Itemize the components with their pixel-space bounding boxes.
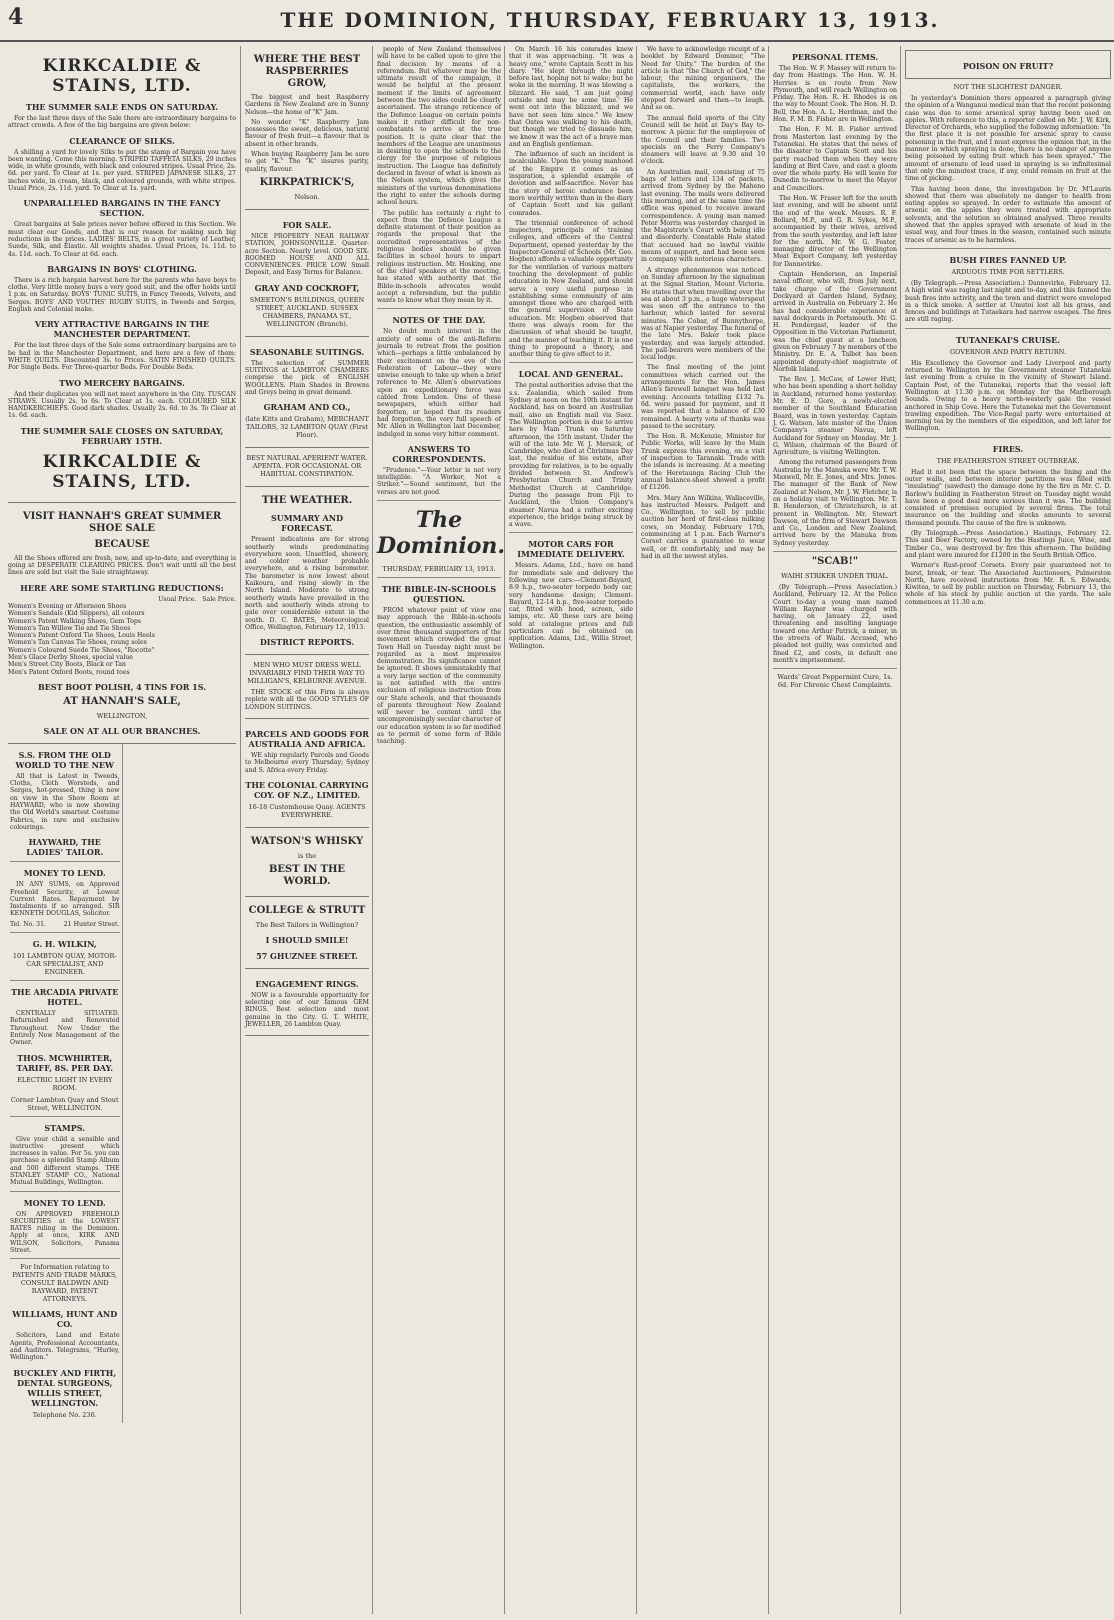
parcels-text: WE ship regularly Parcels and Goods to Melbourne every Thursday; Sydney and S. Africa every Friday. — [245, 751, 369, 774]
column-7 — [900, 46, 1114, 1614]
local-general-heading: LOCAL AND GENERAL. — [518, 369, 624, 380]
watson-line2: is the — [297, 851, 317, 860]
for-sale-heading: FOR SALE. — [282, 219, 332, 230]
shoe-item: Men's Street City Boots, Black or Tan — [8, 661, 126, 669]
fancy-text: Great bargains at Sale prices never before offered in this Section. We must clear our Goods, and that is our reason for making such big reductions in the prices. LADIES' BELTS, in a great variety of Leather, Suede, Silk, and Elastic. All weights shades. Usual Prices, 1s. 11d. to 4s. 11d. each. To Clear at 6d. each. — [8, 221, 236, 258]
small-ads-grid — [8, 744, 236, 1423]
hannah-because: BECAUSE — [94, 538, 150, 550]
poison-subheading: NOT THE SLIGHTEST DANGER. — [953, 83, 1063, 91]
fires-subheading: THE FEATHERSTON STREET OUTBREAK. — [936, 456, 1080, 465]
apenta-ad — [245, 448, 369, 487]
money2-text: ON APPROVED FREEHOLD SECURITIES at the LOWEST RATES ruling in the Dominion. Apply at once, KIRK AND WILSON, Solicitors, Panama Street. — [10, 1210, 120, 1255]
fires-heading: FIRES. — [992, 443, 1024, 454]
weather-text: Present indications are for strong southerly winds predominating everywhere soon. Unsettled, showery, and colder weather probable everywhere, and a rising barometer. The barometer is now lowest about Kaikoura, and rising slowly in the North Island. Moderate to strong southerly winds have prevailed in the north and southerly winds strong to gale over considerable extent in the south. D. C. BATES, Meteorological Office, Wellington, February 12, 1913. — [245, 536, 369, 631]
column-advertisements-left — [4, 46, 240, 1614]
small-ads-left — [8, 744, 122, 1423]
poison-text: This having been done, the investigation by Dr. M'Laurin showed that there was absolutely no danger to health from eating apples so sprayed. In order to estimate the amount of arsenic on the apples they were treated with appropriate solvents, and the solution so obtained analysed. Three results showed that the apples sprayed with arsenate of lead in the usual way, and four times in the season, contained such minute traces of arsenic as to be harmless. — [905, 185, 1111, 244]
kirkpatrick-nelson: Nelson. — [294, 192, 320, 201]
newspaper-title: THE DOMINION, THURSDAY, FEBRUARY 13, 1913. — [280, 8, 940, 32]
scab-subheading: WAIHI STRIKER UNDER TRIAL. — [781, 572, 889, 580]
personal-text: The Rev. J. McCaw, of Lower Hutt, who has been spending a short holiday in Auckland, returned home yesterday. Mr. E. D. Gore, a newly-elected member of the Southland Education Board, was in town yesterday. Captain J. G. Watson, late master of the Union Company's steamer Navua, left Auckland for Sydney on Monday. Mr. J. G. Wilson, chairman of the Board of Agriculture, is visiting Wellington. — [773, 376, 897, 457]
summer-sale-heading: THE SUMMER SALE ENDS ON SATURDAY. — [25, 102, 219, 112]
engagement-ad — [245, 969, 369, 1036]
ghuznee: 57 GHUZNEE STREET. — [256, 950, 358, 961]
silk-text: A shilling a yard for lovely Silks to put the stamp of Bargain you have been wanting. Come this morning. STRIPED TAFFETA SILKS, 29 inches wide, in white grounds, with black and coloured stripes. Usual Price, 2s. 6d. per yard. To Clear at 1s. per yard. STRIPED JAPANESE SILKS, 27 inches wide, in cream, black, and coloured grounds, with white stripes. Usual Price, 2s. 11d. yard. To Clear at 1s. yard. — [8, 148, 236, 193]
all-branches: SALE ON AT ALL OUR BRANCHES. — [43, 725, 201, 736]
personal-text: Among the returned passengers from Australia by the Manuka were Mr. T. W. Maxwell, Mr. E. Jones, and Mrs. Jones. The manager of the Bank of New Zealand at Nelson, Mr. J. W. Fletcher, is on a holiday visit to Wellington. Mr. T. B. Henderson, of Christchurch, is at present in Wellington. Mr. Stewart Dawson, of the firm of Stewart Dawson and Co., London and New Zealand, arrived here by the Manuka from Sydney yesterday. — [773, 459, 897, 547]
scab-text: (By Telegraph.—Press Association.) Auckland, February 12. At the Police Court to-day a young man named William Rayner was charged with having, on January 22, used threatening and insulting language toward one Arthur Patrick, a miner, in the streets of Waihi. Accused, who pleaded not guilty, was convicted and fined £2, and costs, in default one month's imprisonment. — [773, 584, 897, 664]
watson-line3: BEST IN THE WORLD. — [268, 863, 346, 887]
sale-closes: THE SUMMER SALE CLOSES ON SATURDAY, FEBRUARY 15TH. — [20, 425, 224, 446]
stamps-text: Give your child a sensible and instructive present which increases in value. For 5s. you can purchase a splendid Stamp Album and 500 different stamps. THE STANLEY STAMP CO., National Mutual Buildings, Wellington. — [10, 1135, 120, 1187]
poison-heading-box — [905, 50, 1111, 79]
article-text: The Hon. R. McKenzie, Minister for Public Works, will leave by the Main Trunk express this evening, on a visit of inspection to Taranaki. Trade with the islands is increasing. At a meeting of the Heretaunga Racing Club the annual balance-sheet showed a profit of £1206. — [641, 433, 765, 492]
mercery-text: And their duplicates you will not meet anywhere in the City. TUSCAN STRAWS. Usually 2s. to 6s. To Clear at 1s. each. COLOURED SILK HANDKERCHIEFS. Good dark shades. Usually 2s. 6d. to 3s. To Clear at 1s. 6d. each. — [8, 390, 236, 420]
article-text: Mrs. Mary Ann Wilkins, Wallaceville, has instructed Messrs. Padgett and Co., Wellington, to sell by public auction her herd of first-class milking cows, on Monday, February 17th, commencing at 1 p.m. Each Warner's Corset carries a guarantee to wear well, or fit comfortably, and may be had in all the newest styles. — [641, 494, 765, 560]
milligan-text: THE STOCK of this Firm is always replete with all the GOOD STYLES OF LONDON SUITINGS. — [245, 689, 369, 711]
shoe-item: Men's Patent Oxford Boots, round toes — [8, 668, 130, 676]
fires-text: (By Telegraph.—Press Association.) Hastings, February 12. This and Beer Factory, owned by the Hastings Juice, Wine, and Timber Co., was destroyed by fire this afternoon. The building and plant were insured for £1200 in the South British Office. — [905, 530, 1111, 559]
article-text: The annual field sports of the City Council will be held at Day's Bay to-morrow. A picnic for the employees of the Council and their families. Two specials on the Ferry Company's steamers will leave at 9.30 and 10 o'clock. — [641, 114, 765, 166]
mercery-heading: TWO MERCERY BARGAINS. — [59, 377, 185, 388]
masthead — [0, 0, 1114, 42]
ss-text: All that is Latest in Tweeds, Cloths, Cloth Worsteds, and Serges, hot-pressed, thing is now on view in the Show Room at HAYWARD, who is now showing the Old World's smartest Costume Fabrics, in rare and exclusive colourings. — [10, 772, 120, 831]
boot-polish: BEST BOOT POLISH, 4 TINS FOR 1S. — [37, 681, 207, 692]
article-text: The triennial conference of school inspectors, principals of training colleges, and officers of the Central Department, opened yesterday by the Inspector-General of Schools (Mr. Geo. Hogben) affords a valuable opportunity for the ventilation of various matters touching the development of public education in New Zealand, and should serve a very useful purpose in establishing some community of aim amongst those who are charged with the general supervision of State education. Mr. Hogben observed that there was always room for the discussion of what should be taught, and the manner of teaching it. It is one thing to propound a theory, and another thing to give effect to it. — [509, 219, 633, 359]
clearance-heading: CLEARANCE OF SILKS. — [69, 135, 175, 146]
engagement-heading: ENGAGEMENT RINGS. — [255, 978, 359, 989]
article-text: The influence of such an incident is incalculable. Upon the young manhood of the Empire it comes as an inspiration, a splendid example of devotion and self-sacrifice. Never has the story of heroic endurance been more worthily written than in the diary of Captain Scott and his gallant comrades. — [509, 151, 633, 217]
article-text: people of New Zealand themselves will have to be called upon to give the final decision by means of a referendum. But whatever may be the ultimate result of the campaign, it would be helpful at the present moment if the limits of agreement between the two sides could be clearly ascertained. The strange reticence of the Defence League on certain points makes it rather difficult for non-combatants to arrive at the true position. It is quite clear that the members of the League are unanimous in desiring to open the schools to the clergy for the purpose of religious instruction. The League has definitely declared in favour of what is known as the Nelson system, which gives the ministers of the various denominations the right to enter the schools during school hours. — [377, 46, 501, 207]
money-lend-heading: MONEY TO LEND. — [23, 868, 106, 879]
college-text: The Best Tailors in Wellington? — [255, 920, 359, 929]
money-text: IN ANY SUMS, on Approved Freehold Security, at Lowest Current Rates. Repayment by Instalments if so arranged. SIR KENNETH DOUGLAS, Solicitor. — [10, 881, 120, 918]
personal-text: Captain Henderson, an Imperial naval officer, who will, from July next, take charge of the Government Dockyard at Garden Island, Sydney, arrived in Australia on February 2. He has had considerable experience at naval dockyards in Portsmouth. Mr. G. H. Pendergast, leader of the Opposition in the Victorian Parliament, was the chief guest at a luncheon given on February 7 by members of the Ministry. Dr. E. A. Talbot has been appointed deputy-chief magistrate of Norfolk Island. — [773, 271, 897, 373]
arcadia-text: CENTRALLY SITUATED. Refurnished and Renovated Throughout. New Under the Entirely New Management of the Owner. — [10, 1010, 120, 1047]
engagement-text: NOW is a favourable opportunity for selecting one of our famous GEM RINGS. Best selection and most genuine in the City. G. T. WHITE, JEWELLER, 26 Lambton Quay. — [245, 991, 369, 1029]
raspberry-ad — [245, 46, 369, 210]
hannah-ad — [8, 503, 236, 744]
williams-heading: WILLIAMS, HUNT AND CO. — [12, 1309, 118, 1330]
parcels-heading: PARCELS AND GOODS FOR AUSTRALIA AND AFRICA. — [245, 728, 369, 749]
gray-text: SMEETON'S BUILDINGS, QUEEN STREET, AUCKLAND. SUSSEX CHAMBERS, PANAMA ST., WELLINGTON (Branch). — [249, 295, 365, 328]
hannah-title: VISIT HANNAH'S GREAT SUMMER SHOE SALE — [22, 510, 222, 534]
should-smile: I SHOULD SMILE! — [265, 934, 349, 945]
graham-text: (late Kitts and Graham), MERCHANT TAILORS, 32 LAMBTON QUAY (First Floor). — [245, 415, 369, 440]
gray-heading: GRAY AND COCKROFT, — [254, 282, 360, 293]
arcadia-address: Corner Lambton Quay and Stout Street, WELLINGTON. — [10, 1095, 119, 1112]
suitings-ad — [245, 337, 369, 448]
buckley-heading: BUCKLEY AND FIRTH, DENTAL SURGEONS, WILLIS STREET, WELLINGTON. — [13, 1367, 117, 1408]
article-text: The public has certainly a right to expect from the Defence League a definite statement of their position as regards the proposal that the accredited representatives of the religious bodies should be given facilities in school hours to impart religious instruction. Mr. Hosking, one of the chief speakers at the meeting, has stated with authority that the Bible-in-schools advocates would accept a referendum, but the public wants to know what they mean by it. — [377, 209, 501, 305]
answers-heading: ANSWERS TO CORRESPONDENTS. — [392, 443, 486, 464]
at-hannahs: AT HANNAH'S SALE, — [63, 695, 181, 707]
kirkpatrick-heading: KIRKPATRICK'S, — [259, 176, 355, 188]
manchester-text: For the last three days of the Sale some extraordinary bargains are to be had in the Manchester Department, and here are a few of them: WHITE QUILTS. Discounted 3s. to Prices. SATIN FINISHED QUILTS. For Single Beds. For Three-quarter Beds. For Double Beds. — [8, 342, 236, 372]
kirkcaldie-title: KIRKCALDIE & STAINS, LTD. — [42, 56, 202, 96]
milligan-heading: MEN WHO MUST DRESS WELL INVARIABLY FIND THEIR WAY TO MILLIGAN'S, KELBURNE AVENUE. — [247, 661, 367, 686]
motor-heading: MOTOR CARS FOR IMMEDIATE DELIVERY. — [517, 539, 625, 560]
bush-fires-text: (By Telegraph.—Press Association.) Dannevirke, February 12. A high wind was raging last night and to-day, and this fanned the bush fires into activity, and the town and district were enveloped in a thick smoke. A settler at Umutoi lost all his grass, and fences and buildings at Tutaekara had narrow escapes. The fires are still raging. — [905, 279, 1111, 324]
motor-text: Messrs. Adams, Ltd., have on hand for immediate sale and delivery the following new cars:—Clement-Bayard, 8-9 h.p., two-seater torpedo body car, very handsome design; Clement-Bayard, 12-14 h.p., five-seater torpedo car, fitted with hood, screen, side lamps, etc. All these cars are being sold at catalogue prices and full particulars can be obtained on application. Adams, Ltd., Willis Street, Wellington. — [509, 562, 633, 650]
kirkcaldie-title-footer: KIRKCALDIE & STAINS, LTD. — [42, 451, 202, 492]
bible-heading: THE BIBLE-IN-SCHOOLS QUESTION. — [381, 584, 497, 605]
parcels-ad — [245, 719, 369, 828]
article-text: The final meeting of the joint committees which carried out the arrangements for the Hon. James Allen's farewell banquet was held last evening. Accounts totalling £132 7s. 6d. were passed for payment, and it was reported that a balance of £30 remained. A hearty vote of thanks was passed to the secretary. — [641, 364, 765, 430]
article-text: An Australian mail, consisting of 75 bags of letters and 134 of packets, arrived from Sydney by the Maheno last evening. The mails were delivered this morning, and at the same time the office was opened to receive inward correspondence. A young man named Peter Morris was yesterday charged in the Magistrate's Court with being idle and disorderly. Constable Hale stated that accused had no lawful visible means of support, and had been seen in company with notorious characters. — [641, 168, 765, 264]
column-4 — [504, 46, 637, 1614]
electric-light: ELECTRIC LIGHT IN EVERY ROOM. — [17, 1075, 113, 1092]
weather-section — [245, 487, 369, 655]
for-sale-text: NICE PROPERTY NEAR RAILWAY STATION, JOHNSONVILLE. Quarter-acre Section. Nearly level. GOOD SIX-ROOMED HOUSE AND ALL CONVENIENCES. PRICE LOW. Small Deposit, and Easy Terms for Balance. — [245, 232, 369, 277]
shoe-item: Women's Patent Walking Shoes, Gem Tops — [8, 617, 141, 625]
money-address: 21 Hunter Street. — [63, 920, 120, 928]
dominion-logo: The Dominion. — [377, 507, 505, 560]
fires-text: Had it not been that the space between the lining and the outer walls, and between interior partitions was filled with "insulating" (sawdust) the damage done by the fire in Mr. C. D. Barlow's building in Featherston Street on Tuesday night would have been a good deal more serious than it was. The building consisted of premises occupied by several firms. The total insurance on the building and stocks amounts to several thousand pounds. The cause of the fire is unknown. — [905, 468, 1111, 527]
graham-heading: GRAHAM AND CO., — [263, 402, 351, 413]
small-ads-right — [122, 744, 237, 1423]
apenta-text: BEST NATURAL APERIENT WATER. APENTA. FOR OCCASIONAL OR HABITUAL CONSTIPATION. — [246, 454, 368, 479]
bush-fires-subheading: ARDUOUS TIME FOR SETTLERS. — [951, 267, 1065, 276]
tutanekai-text: His Excellency the Governor and Lady Liverpool and party returned to Wellington by the Government steamer Tutanekai last evening from a cruise in the vicinity of Stewart Island. Captain Post, of the Tutanekai, reports that the vessel left Wellington at 11.30 p.m. on Monday for the Marlborough Sounds. Owing to a heavy north-westerly gale the vessel anchored in Ship Cove. Here the Tutanekai met the Government trawling expedition. The Vice-Regal party were entertained at morning tea by the members of the expedition, and left later for Wellington. — [905, 359, 1111, 433]
stamps-heading: STAMPS. — [44, 1122, 86, 1133]
college-ad — [245, 897, 369, 969]
wilkin-heading: G. H. WILKIN, — [32, 939, 97, 950]
tutanekai-heading: TUTANEKAI'S CRUISE. — [955, 334, 1061, 345]
shoe-item: Women's Tan Willow Tie and Tie Shoes — [8, 624, 131, 632]
money2-heading: MONEY TO LEND. — [23, 1197, 106, 1208]
article-text: On March 16 his comrades knew that it was approaching. "It was a heavy one," wrote Captain Scott in his diary. "He slept through the night before last, hoping not to wake; but he woke in the morning. It was blowing a blizzard. He said, 'I am just going outside and may be some time.' He went out into the blizzard, and we have not seen him since." We knew that Oates was walking to his death, but though we tried to dissuade him, we knew it was the act of a brave man and an English gentleman. — [509, 46, 633, 148]
williams-text: Solicitors, Land and Estate Agents, Professional Accountants, and Auditors. Telegrams, "Hurley, Wellington." — [10, 1332, 120, 1362]
raspberry-p3: When buying Raspberry Jam be sure to get "K." The "K" insures purity, quality, flavour. — [245, 151, 369, 173]
poison-text: In yesterday's Dominion there appeared a paragraph giving the opinion of a Wanganui medical man that the recent poisoning case was due to some arsenical spray having been used on apples. With reference to this, a reporter called on Mr. J. W. Kirk, Director of Orchards, who supplied the following information: "In the first place it is not possible for arsenic spray to cause poisoning in the fruit, and I must express the opinion that, in the manner in which spraying is done, there is no danger of anyone being poisoned by eating fruit which has been sprayed." The amount of arsenate of lead used in spraying is so infinitesimal that only the minutest trace, if any, could remain on fruit at the time of picking. — [905, 95, 1111, 183]
personal-text: The Hon. F. M. B. Fisher arrived from Masterton last evening by the Tutanekai. He states that the news of the disaster to Captain Scott and his party reached them when they were landing at Bird Cave, and cast a gloom over the whole party. He will leave for Dunedin to-morrow to meet the Mayor and Councillors. — [773, 126, 897, 192]
column-2 — [240, 46, 373, 1614]
notes-text: No doubt much interest in the anxiety of some of the anti-Reform journals to retreat from the position which—perhaps a little unbalanced by their excitement on the eve of the Federation of Labour—they were unwise enough to take up when a brief reference to Mr. Allen's observations upon an expeditionary force was cabled from London. One of these newspapers, which either had forgotten, or hoped that its readers had forgotten, the very full speech of Mr. Allen in Wellington last December, indulged in some very bitter comment. — [377, 328, 501, 438]
local-text: The postal authorities advise that the s.s. Zealandia, which sailed from Sydney at noon on the 10th instant for Auckland, has on board an Australian mail, also an English mail via Suez. The Wellington portion is due to arrive here by Main Trunk on Saturday afternoon, the 15th instant. Under the will of the late Mr. W. J. Mersick, of Cambridge, who died at Christmas Day last, the residue of his estate, after providing for relatives, is to be equally divided between St. Andrew's Presbyterian Church and Trinity Methodist Church at Cambridge. During the passage from Fiji to Auckland, the Union Company's steamer Navua had a rather exciting experience, the bridge being struck by a wave. — [509, 382, 633, 529]
summary-heading: SUMMARY AND FORECAST. — [270, 513, 344, 534]
shoe-item: Women's Sandals (Kid Slippers), all colours — [8, 610, 145, 618]
for-sale-ad — [245, 210, 369, 337]
weather-heading: THE WEATHER. — [261, 495, 353, 507]
wilkin-sub: 101 LAMBTON QUAY, MOTOR-CAR SPECIALIST, AND ENGINEER. — [12, 952, 117, 977]
shoe-item: Men's Glace Derby Shoes, special value — [8, 653, 133, 661]
column-3 — [372, 46, 505, 1614]
hannah-wellington: WELLINGTON, — [96, 711, 148, 720]
tutanekai-subheading: GOVERNOR AND PARTY RETURN. — [949, 347, 1066, 356]
shoe-item: Women's Evening or Afternoon Shoes — [8, 602, 127, 610]
usual-price-label: Usual Price. — [158, 595, 197, 603]
price-header — [8, 596, 236, 603]
seasonable-heading: SEASONABLE SUITINGS. — [249, 346, 365, 357]
shoe-item: Women's Tan Canvas Tie Shoes, roung soles — [8, 639, 147, 647]
hayward-heading: HAYWARD, THE LADIES' TAILOR. — [26, 837, 104, 858]
boys-heading: BARGAINS IN BOYS' CLOTHING. — [47, 263, 197, 274]
watson-line1: WATSON'S WHISKY — [250, 835, 364, 847]
district-heading: DISTRICT REPORTS. — [259, 637, 355, 648]
college-heading: COLLEGE & STRUTT — [248, 904, 366, 916]
personal-heading: PERSONAL ITEMS. — [791, 52, 879, 62]
notes-heading: NOTES OF THE DAY. — [392, 315, 486, 326]
page-number: 4 — [8, 4, 24, 30]
colonial-heading: THE COLONIAL CARRYING COY. OF N.Z., LIMITED. — [245, 779, 369, 800]
ss-title: S.S. FROM THE OLD WORLD TO THE NEW — [15, 749, 114, 770]
shoe-item: Women's Coloured Suede Tie Shoes, "Rocotte" — [8, 646, 155, 654]
scab-footer: Wards' Great Peppermint Cure, 1s. 6d. For Chronic Chest Complaints. — [777, 673, 893, 690]
manchester-heading: VERY ATTRACTIVE BARGAINS IN THE MANCHESTER DEPARTMENT. — [34, 319, 210, 340]
dominion-date: THURSDAY, FEBRUARY 13, 1913. — [382, 565, 496, 574]
personal-text: The Hon. W. Fraser left for the south last evening, and will be absent until the end of the week. Messrs. R. F. Bollard, M.P., and G. R. Sykes, M.P., accompanied by their wives, arrived from the south yesterday, and left later for the north. Mr. W. G. Foster, managing director of the Wellington Meat Export Company, left yesterday for Dannevirke. — [773, 195, 897, 268]
hannah-text: All the Shoes offered are fresh, new, and up-to-date, and everything is going at DESPERATE CLEARING PRICES. Don't wait until all the best lines are sold but visit the Sale straightaway. — [8, 554, 236, 577]
bible-text: FROM whatever point of view one may approach the Bible-in-schools question, the enthusiastic assembly of over three thousand supporters of the movement which crowded the great Town Hall on Tuesday night must be regarded as a most impressive demonstration. Its significance cannot be ignored. It shows unmistakably that a very large section of the community is not satisfied with the entire exclusion of religious instruction from our State schools, and that thousands of parents throughout New Zealand will never be content until the uncompromisingly secular character of our education system is so far modified as to permit of some form of Bible teaching. — [377, 607, 501, 746]
sale-intro: For the last three days of the Sale there are extraordinary bargains to attract crowds. A few of the big bargains are given below: — [8, 115, 236, 130]
poison-heading: POISON ON FRUIT? — [962, 61, 1054, 71]
seasonable-text: The selection of SUMMER SUITINGS at LAMBTON CHAMBERS comprise the pick of ENGLISH WOOLLENS. Plain Shades in Browns and Greys being in great demand. — [245, 359, 369, 396]
reductions-heading: HERE ARE SOME STARTLING REDUCTIONS: — [20, 582, 224, 593]
raspberry-heading: WHERE THE BEST RASPBERRIES GROW, — [253, 54, 361, 89]
answers-text: "Prudence."—Your letter is not very intelligible. "A Worker, Not a Striker."—Sound sentiment, but the verses are not good. — [377, 466, 501, 496]
sale-price-label: Sale Price. — [202, 595, 236, 603]
column-5 — [636, 46, 769, 1614]
shoe-item: Women's Patent Oxford Tie Shoes, Louis Heels — [8, 632, 155, 640]
fires-text: Warner's Rust-proof Corsets. Every pair guaranteed not to burst, break, or tear. The Associated Auctioneers, Palmerston North, have received instructions from Mr. R. S. Edwards, Kiwitea, to sell by public auction on Thursday, February 13, the whole of his stock by public auction at the yards. The sale commences at 11.30 a.m. — [905, 562, 1111, 606]
arcadia-heading: THE ARCADIA PRIVATE HOTEL. — [11, 987, 119, 1008]
scab-heading: "SCAB!" — [811, 556, 859, 567]
buckley-tel: Telephone No. 236. — [32, 1410, 97, 1419]
column-6 — [768, 46, 901, 1614]
boys-text: There is a rich bargain harvest here for the parents who have boys to clothe. Very little money buys a very good suit, and the offer holds until 1 p.m. on Saturday. BOYS' TUNIC SUITS, in Fancy Tweeds, Velvets, and Serges. BOYS' AND YOUTHS' RUGBY SUITS, in Tweeds and Serges, English and Colonial make. — [8, 276, 236, 314]
money-tel: Tel. No. 31. — [10, 920, 47, 928]
fancy-heading: UNPARALLELED BARGAINS IN THE FANCY SECTION. — [23, 198, 221, 219]
mcwhirter: THOS. MCWHIRTER, TARIFF, 8S. PER DAY. — [16, 1052, 114, 1073]
patents-text: For Information relating to PATENTS AND TRADE MARKS, CONSULT BALDWIN AND RAYWARD, PATENT ATTORNEYS. — [12, 1263, 118, 1304]
article-text: A strange phenomenon was noticed on Sunday afternoon by the signalman at the Signal Station, Mount Victoria. He states that when travelling over the sea at about 3 p.m., a huge waterspout was seen off the entrance to the harbour, which lasted for several minutes. The Cobar, of Bunnythorpe, was at Napier yesterday. The funeral of the late Mrs. Baker took place yesterday, and was largely attended. The pall-bearers were members of the local lodge. — [641, 266, 765, 362]
raspberry-p2: No wonder "K" Raspberry Jam possesses the sweet, delicious, natural flavour of fresh fruit—a flavour that is absent in other brands. — [245, 118, 369, 148]
colonial-text: 16-18 Customhouse Quay. AGENTS EVERYWHERE. — [248, 802, 366, 819]
shoe-list — [8, 603, 236, 676]
bush-fires-heading: BUSH FIRES FANNED UP. — [949, 254, 1067, 265]
article-text: We have to acknowledge receipt of a booklet by Edward Dominer, "The Need for Unity." The burden of the article is that "the Church of God," the labour, the mining organisers, the capitalists, the workers, the commercial world, each have only stepped forward and then—to laugh. And so on. — [641, 46, 765, 112]
watson-ad — [245, 828, 369, 897]
kirkcaldie-ad — [8, 46, 236, 503]
milligan-ad — [245, 655, 369, 719]
raspberry-p1: The biggest and best Raspberry Gardens in New Zealand are in Sunny Nelson—the home of "K" Jam. — [245, 94, 369, 116]
personal-text: The Hon. W. F. Massey will return to-day from Hastings. The Hon. W. H. Herries is en route from New Plymouth, and will reach Wellington on Friday. The Hon. R. H. Rhodes is on the way to Mount Cook. The Hon. H. D. Bell, the Hon. A. L. Herdman, and the Hon. F. M. B. Fisher are in Wellington. — [773, 65, 897, 124]
